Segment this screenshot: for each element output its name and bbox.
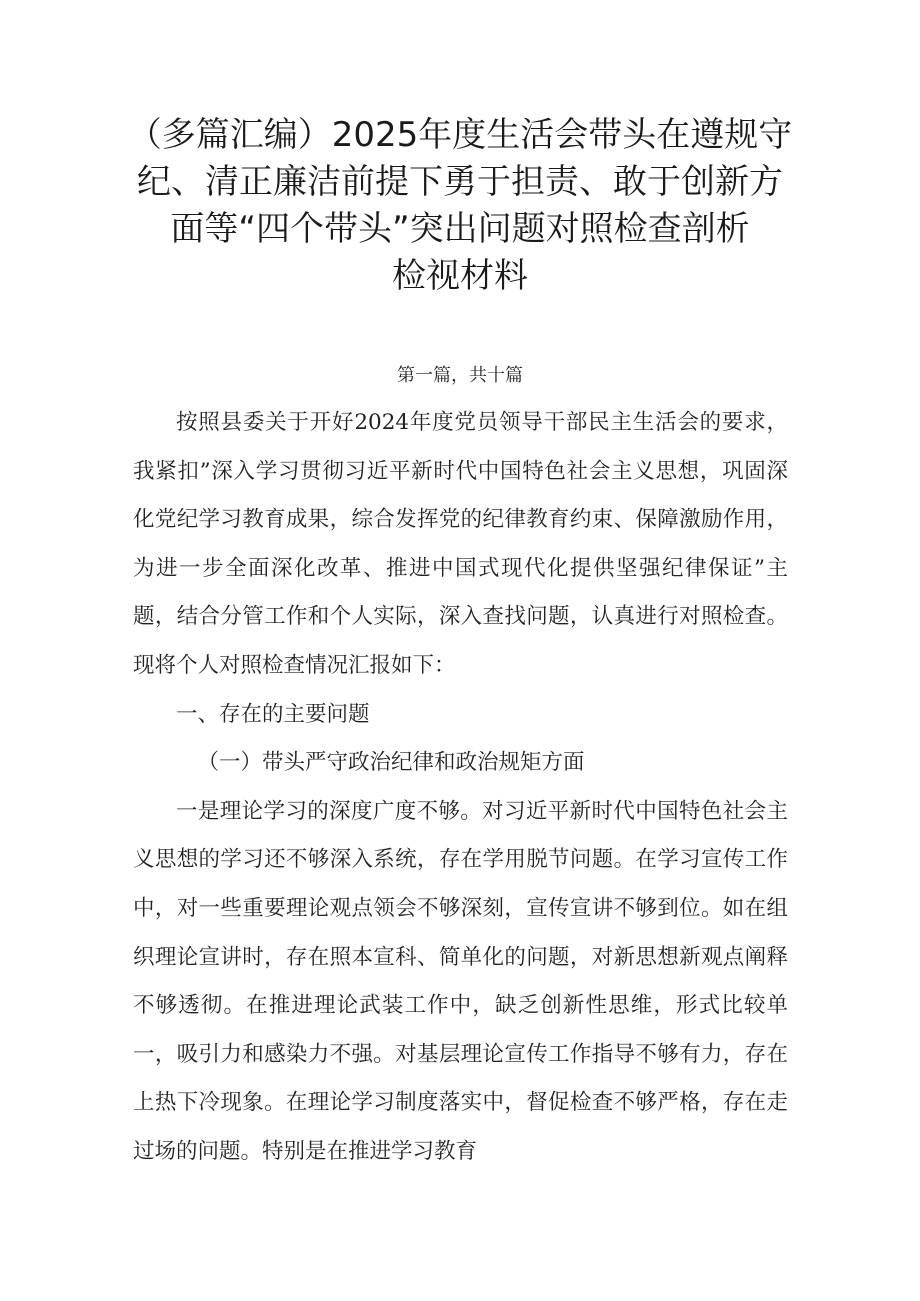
document-title	[120, 112, 800, 300]
title-line: （多篇汇编）2025年度生活会带头在遵规守	[127, 115, 793, 155]
body-paragraph: 一是理论学习的深度广度不够。对习近平新时代中国特色社会主义思想的学习还不够深入系统，存在学用脱节问题。在学习宣传工作中，对一些重要理论观点领会不够深刻，宣传宣讲不够到位。如在组织理论宣讲时，存在照本宣科、简单化的问题，对新思想新观点阐释不够透彻。在推进理论武装工作中，缺乏创新性思维，形式比较单一，吸引力和感染力不强。对基层理论宣传工作指导不够有力，存在上热下冷现象。在理论学习制度落实中，督促检查不够严格，存在走过场的问题。特别是在推进学习教育	[133, 798, 788, 1164]
body-paragraph-intro: 按照县委关于开好2024年度党员领导干部民主生活会的要求，我紧扣”深入学习贯彻习近平新时代中国特色社会主义思想，巩固深化党纪学习教育成果，综合发挥党的纪律教育约束、保障激励作用，为进一步全面深化改革、推进中国式现代化提供坚强纪律保证”主题，结合分管工作和个人实际，深入查找问题，认真进行对照检查。现将个人对照检查情况汇报如下：	[133, 410, 788, 678]
title-line: 检视材料	[392, 256, 528, 296]
document-body	[133, 399, 788, 1177]
document-subtitle: 第一篇，共十篇	[397, 365, 523, 386]
subsection-heading: （一）带头严守政治纪律和政治规矩方面	[197, 750, 585, 776]
title-line: 面等“四个带头”突出问题对照检查剖析	[170, 209, 750, 249]
section-heading: 一、存在的主要问题	[176, 701, 370, 727]
title-line: 纪、清正廉洁前提下勇于担责、敢于创新方	[137, 162, 783, 202]
